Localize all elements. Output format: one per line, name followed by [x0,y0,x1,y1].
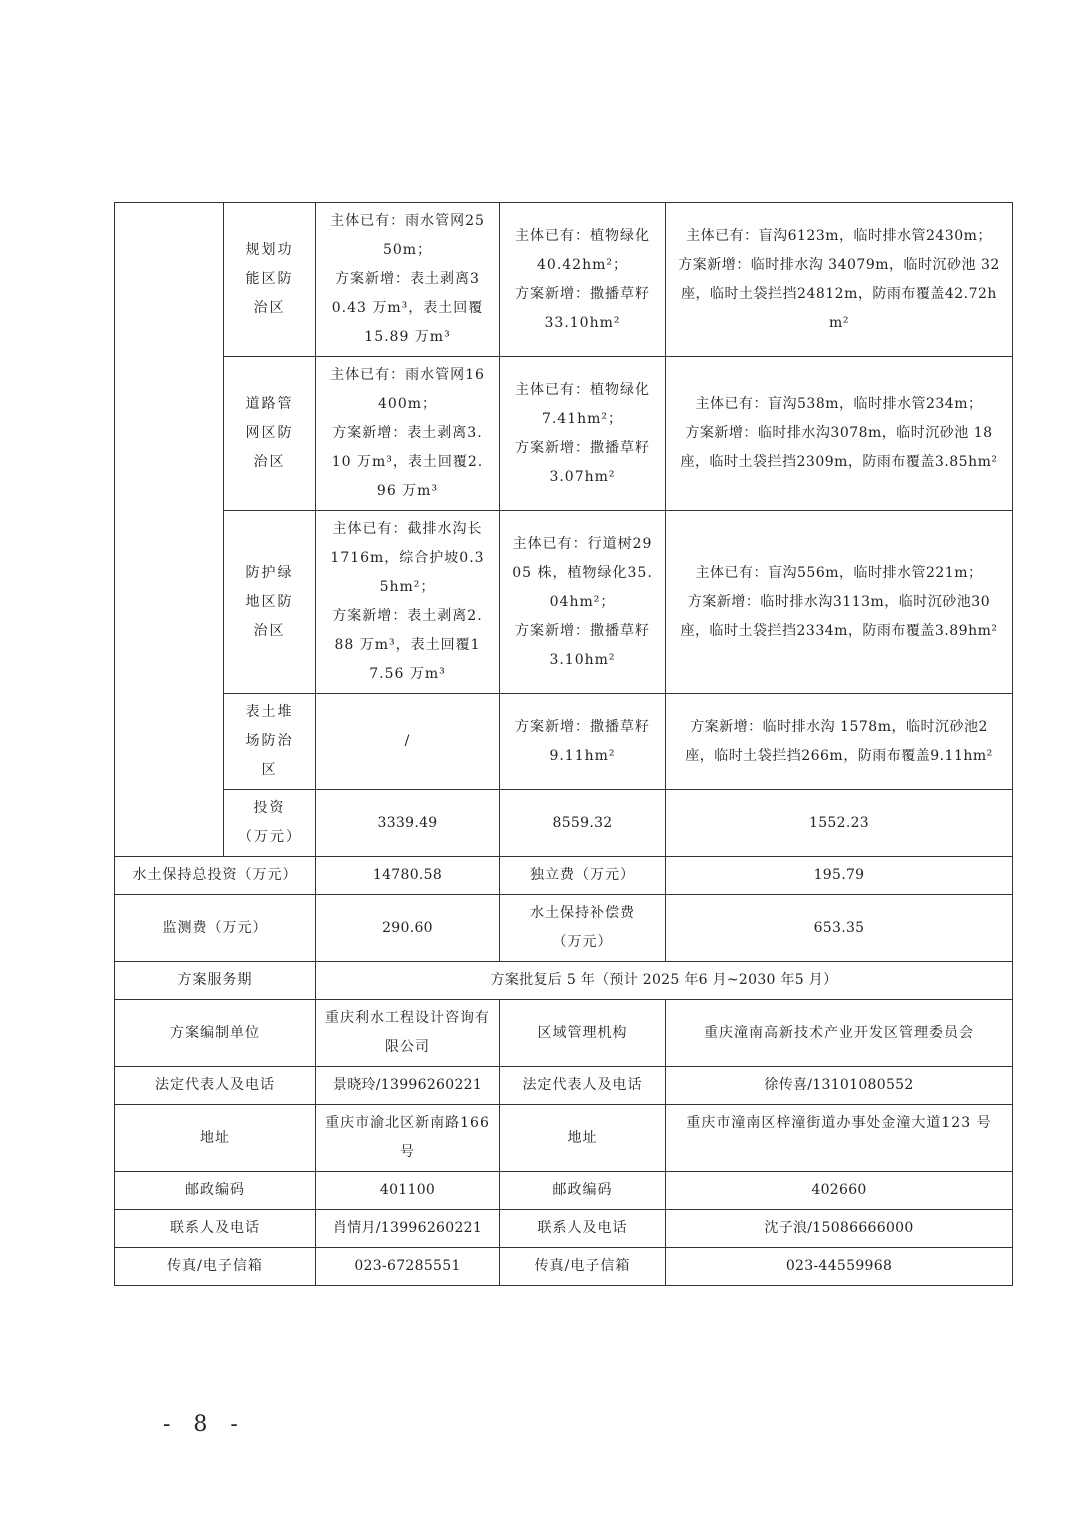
address-right-label: 地址 [500,1105,666,1172]
legal-representative-row [115,1067,1013,1105]
category-spacer-cell [115,203,224,857]
measure-line: 主体已有：植物绿化7.41hm²； [515,381,650,427]
measure-line: 方案新增：表土剥离30.43 万m³，表土回覆 15.89 万m³ [331,271,484,345]
fax-email-row [115,1248,1013,1286]
compensation-fee-label: 水土保持补偿费（万元） [500,895,666,962]
contact-row [115,1210,1013,1248]
measure-line: 方案新增：临时排水沟 1578m，临时沉砂池2 座，临时土袋拦挡266m，防雨布覆盖9.11hm² [685,718,993,764]
fax-label: 传真/电子信箱 [115,1248,316,1286]
postcode-left-value: 401100 [316,1172,500,1210]
zone-row [115,511,1013,694]
zone-row [115,694,1013,790]
address-row [115,1105,1013,1172]
measure-line: 主体已有：截排水沟长 1716m，综合护坡0.35hm²； [330,521,485,595]
compiler-row [115,1000,1013,1067]
monitoring-fee-label: 监测费（万元） [115,895,316,962]
authority-value: 重庆潼南高新技术产业开发区管理委员会 [666,1000,1013,1067]
vegetation-measures-cell [500,511,666,694]
fax-right-label: 传真/电子信箱 [500,1248,666,1286]
zone-name-cell: 表土堆场防治区 [224,694,316,790]
zone-measures-body [115,203,1013,857]
contact-right-value: 沈子浪/15086666000 [666,1210,1013,1248]
measure-line: / [404,733,411,749]
postcode-right-label: 邮政编码 [500,1172,666,1210]
engineering-measures-cell [316,203,500,357]
total-investment-row [115,857,1013,895]
investment-label-cell: 投资（万元） [224,790,316,857]
measure-line: 主体已有：盲沟556m，临时排水管221m； [695,564,983,581]
service-period-label: 方案服务期 [115,962,316,1000]
measure-line: 主体已有：雨水管网16400m； [330,367,485,412]
measure-line: 方案新增：撒播草籽3.07hm² [515,439,650,485]
zone-name-cell: 防护绿地区防治区 [224,511,316,694]
measure-line: 方案新增：撒播草籽9.11hm² [515,718,650,764]
summary-body [115,857,1013,1286]
postcode-right-value: 402660 [666,1172,1013,1210]
contact-right-label: 联系人及电话 [500,1210,666,1248]
legal-rep-right-value: 徐传喜/13101080552 [666,1067,1013,1105]
measure-line: 方案新增：表土剥离2.88 万m³，表土回覆17.56 万m³ [332,608,483,682]
vegetation-investment-cell: 8559.32 [500,790,666,857]
vegetation-measures-cell [500,694,666,790]
temporary-investment-cell: 1552.23 [666,790,1013,857]
independent-fee-value: 195.79 [666,857,1013,895]
measure-line: 主体已有：行道树2905 株，植物绿化35.04hm²； [512,535,653,610]
engineering-measures-cell [316,511,500,694]
engineering-investment-cell: 3339.49 [316,790,500,857]
engineering-measures-cell [316,357,500,511]
vegetation-measures-cell [500,203,666,357]
monitoring-fee-row [115,895,1013,962]
temporary-measures-cell [666,511,1013,694]
compensation-fee-value: 653.35 [666,895,1013,962]
vegetation-measures-cell [500,357,666,511]
postcode-row [115,1172,1013,1210]
measure-line: 方案新增：临时排水沟 34079m，临时沉砂池 32 座，临时土袋拦挡24812m，防雨布覆盖42.72hm² [678,256,1000,331]
contact-label: 联系人及电话 [115,1210,316,1248]
zone-name-cell: 规划功能区防治区 [224,203,316,357]
zone-row [115,357,1013,511]
compiler-value: 重庆利水工程设计咨询有限公司 [316,1000,500,1067]
zone-name-cell: 道路管网区防治区 [224,357,316,511]
measure-line: 方案新增：撒播草籽3.10hm² [515,622,650,668]
measure-line: 方案新增：表土剥离3.10 万m³，表土回覆2.96 万m³ [331,425,484,499]
contact-left-value: 肖情月/13996260221 [316,1210,500,1248]
address-left-value: 重庆市渝北区新南路166 号 [316,1105,500,1172]
service-period-value: 方案批复后 5 年（预计 2025 年6 月~2030 年5 月） [316,962,1013,1000]
independent-fee-label: 独立费（万元） [500,857,666,895]
measure-line: 方案新增：临时排水沟3113m，临时沉砂池30 座，临时土袋拦挡2334m，防雨布覆盖3.89hm² [680,593,998,639]
fax-right-value: 023-44559968 [666,1248,1013,1286]
authority-label: 区域管理机构 [500,1000,666,1067]
fax-left-value: 023-67285551 [316,1248,500,1286]
zone-row [115,203,1013,357]
measure-line: 主体已有：盲沟6123m，临时排水管2430m； [686,227,992,244]
total-investment-label: 水土保持总投资（万元） [115,857,316,895]
postcode-label: 邮政编码 [115,1172,316,1210]
monitoring-fee-value: 290.60 [316,895,500,962]
temporary-measures-cell [666,357,1013,511]
temporary-measures-cell [666,694,1013,790]
measure-line: 主体已有：雨水管网2550m； [330,213,485,258]
address-right-value: 重庆市潼南区梓潼街道办事处金潼大道123 号 [666,1105,1013,1172]
legal-rep-left-value: 景晓玲/13996260221 [316,1067,500,1105]
measure-line: 方案新增：临时排水沟3078m，临时沉砂池 18 座，临时土袋拦挡2309m，防雨布覆盖3.85hm² [680,425,998,470]
page-number: - 8 - [163,1412,246,1437]
total-investment-value: 14780.58 [316,857,500,895]
measure-line: 方案新增：撒播草籽33.10hm² [515,285,650,331]
measure-line: 主体已有：植物绿化40.42hm²； [515,227,650,273]
compiler-label: 方案编制单位 [115,1000,316,1067]
temporary-measures-cell [666,203,1013,357]
measure-line: 主体已有：盲沟538m，临时排水管234m； [695,396,983,412]
engineering-measures-cell [316,694,500,790]
legal-rep-right-label: 法定代表人及电话 [500,1067,666,1105]
service-period-row [115,962,1013,1000]
legal-rep-label: 法定代表人及电话 [115,1067,316,1105]
soil-conservation-table [114,202,1013,1286]
investment-row [115,790,1013,857]
address-label: 地址 [115,1105,316,1172]
